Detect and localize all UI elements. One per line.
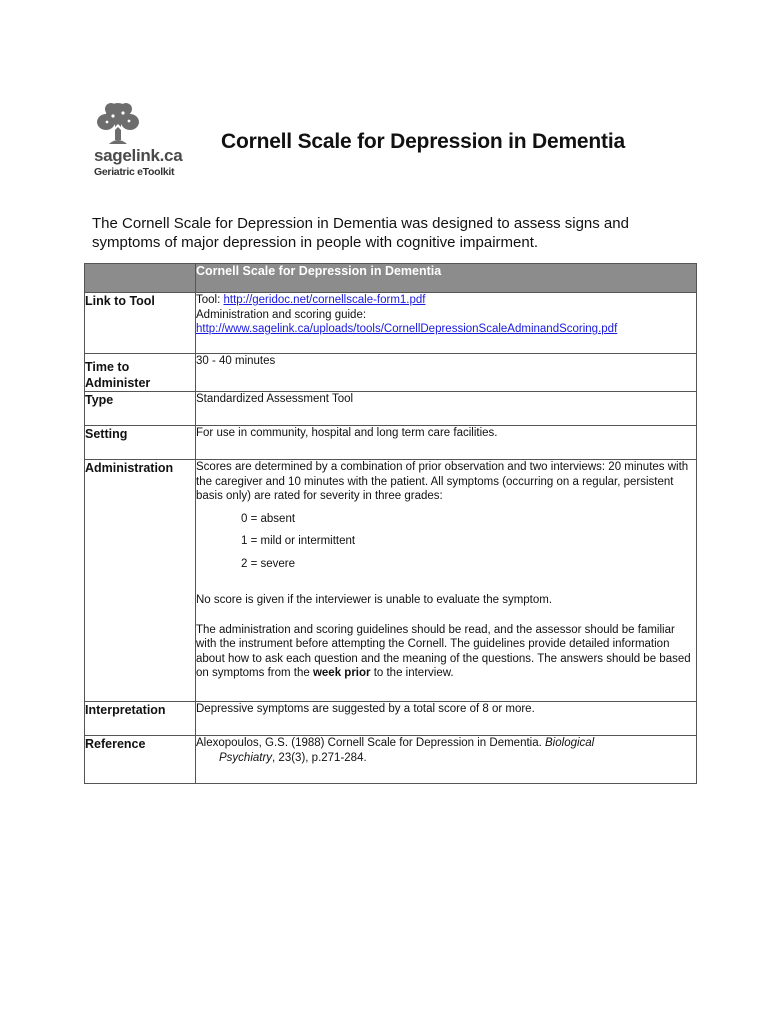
row-time	[85, 354, 697, 392]
value-setting: For use in community, hospital and long term care facilities.	[196, 426, 697, 460]
guide-text: Administration and scoring guide:	[196, 308, 367, 321]
guidelines-text-start: The administration and scoring guidelines should be read, and the assessor should be familiar with the instrument before attempting the Cornell. The guidelines provide detailed information about how to ask each question and the meaning of the questions. The answers should be based on symptoms from the	[196, 623, 691, 679]
reference-citation: Alexopoulos, G.S. (1988) Cornell Scale for Depression in Dementia.	[196, 737, 546, 749]
logo-subtitle: Geriatric eToolkit	[94, 166, 175, 178]
administration-intro: Scores are determined by a combination of prior observation and two interviews: 20 minutes with the caregiver and 10 minutes with the patient. All symptoms (occurring on a regular, persistent basis only) are rated for severity in three grades:	[196, 461, 689, 502]
journal-name-part1: Biological	[545, 737, 595, 749]
grade-absent: 0 = absent	[241, 512, 296, 525]
table-header-row	[85, 264, 697, 293]
label-type: Type	[85, 392, 196, 426]
row-link-to-tool	[85, 293, 697, 354]
row-interpretation	[85, 702, 697, 736]
logo-name: sagelink.ca	[94, 146, 183, 165]
journal-name-part2: Psychiatry	[219, 751, 273, 764]
value-time: 30 - 40 minutes	[196, 354, 697, 392]
label-setting: Setting	[85, 426, 196, 460]
row-administration	[85, 460, 697, 702]
table-header: Cornell Scale for Depression in Dementia	[196, 264, 697, 293]
grade-mild: 1 = mild or intermittent	[241, 535, 356, 547]
row-type	[85, 392, 697, 426]
tree-icon	[95, 100, 141, 148]
scoring-guide-link[interactable]: http://www.sagelink.ca/uploads/tools/CornellDepressionScaleAdminandScoring.pdf	[196, 323, 618, 335]
row-reference	[85, 736, 697, 784]
label-link-to-tool: Link to Tool	[85, 293, 196, 354]
no-score-note: No score is given if the interviewer is unable to evaluate the symptom.	[196, 594, 553, 606]
tool-pdf-link[interactable]: http://geridoc.net/cornellscale-form1.pdf	[223, 294, 426, 306]
guidelines-text-end: to the interview.	[370, 667, 454, 679]
value-administration	[196, 460, 697, 702]
reference-details: , 23(3), p.271-284.	[272, 751, 367, 764]
label-time: Time to Administer	[85, 354, 196, 392]
row-setting	[85, 426, 697, 460]
sagelink-logo	[92, 100, 192, 182]
tool-prefix: Tool:	[196, 294, 224, 306]
header-empty-cell	[85, 264, 196, 293]
label-administration: Administration	[85, 460, 196, 702]
label-interpretation: Interpretation	[85, 702, 196, 736]
grade-severe: 2 = severe	[241, 557, 296, 570]
value-reference	[196, 736, 697, 784]
intro-paragraph: The Cornell Scale for Depression in Dementia was designed to assess signs and symptoms of major depression in people with cognitive impairment.	[92, 215, 629, 251]
value-link-to-tool	[196, 293, 697, 354]
value-interpretation: Depressive symptoms are suggested by a total score of 8 or more.	[196, 702, 697, 736]
value-type: Standardized Assessment Tool	[196, 392, 697, 426]
tool-summary-table	[84, 263, 697, 784]
label-reference: Reference	[85, 736, 196, 784]
page-title: Cornell Scale for Depression in Dementia	[221, 130, 625, 153]
week-prior-emphasis: week prior	[312, 667, 371, 679]
guidelines-paragraph	[196, 623, 696, 681]
